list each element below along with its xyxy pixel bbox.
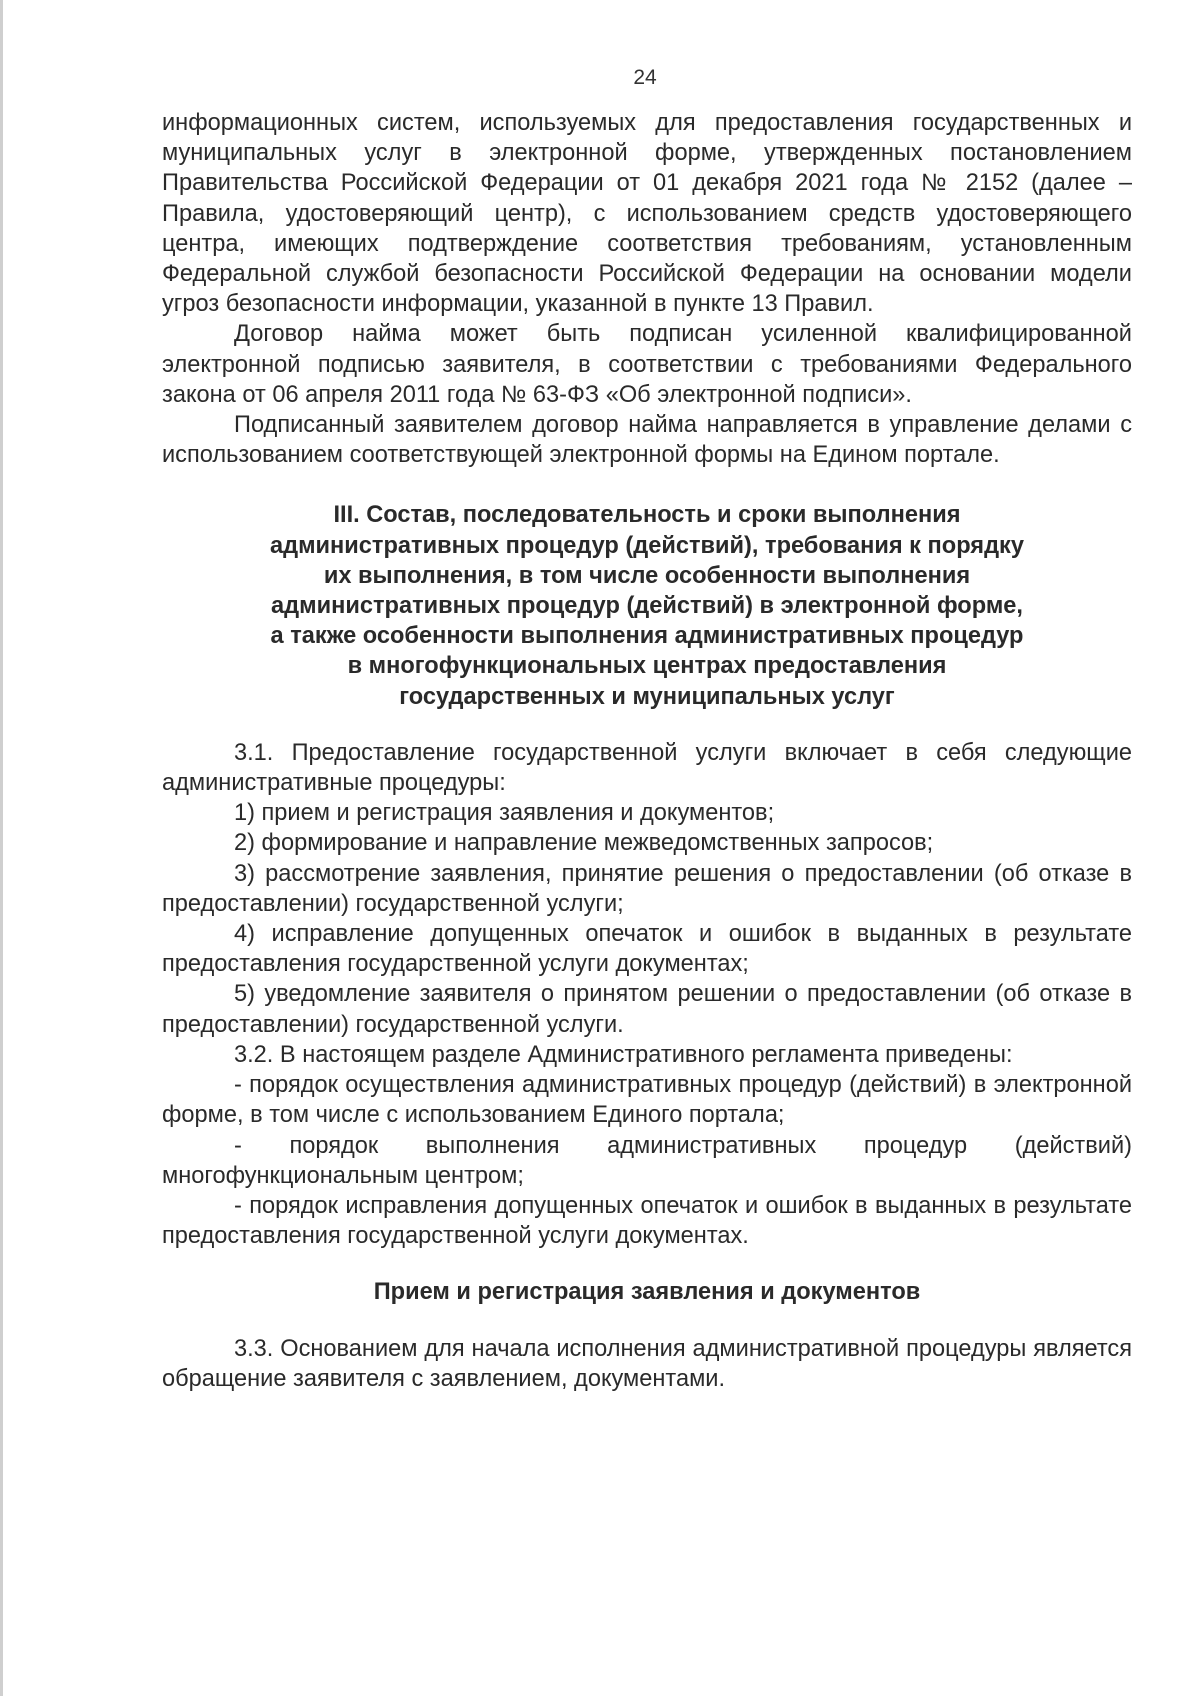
contract-signing-paragraph: Договор найма может быть подписан усиленной квалифицированной электронной подписью заявителя, в соответствии с требованиями Федерального закона от 06 апреля 2011 года № 63-ФЗ «Об электронной подписи». [162,321,1132,408]
procedure-item: 2) формирование и направление межведомственных запросов; [234,830,934,857]
section-3-heading [162,500,1132,711]
procedure-item: 1) прием и регистрация заявления и документов; [234,800,775,827]
order-item: - порядок осуществления административных процедур (действий) в электронной форме, в том числе с использованием Единого портала; [162,1072,1132,1129]
section-3-heading-line: в многофункциональных центрах предоставления [347,653,947,680]
procedure-item: 3) рассмотрение заявления, принятие решения о предоставлении (об отказе в предоставлении) государственной услуги; [162,860,1132,917]
spacer [162,712,1132,738]
order-item: - порядок исправления допущенных опечаток и ошибок в выданных в результате предоставления государственной услуги документах. [162,1192,1132,1250]
paragraph-3-3: 3.3. Основанием для начала исполнения административной процедуры является обращение заявителя с заявлением, документами. [162,1335,1132,1392]
contract-sending-paragraph: Подписанный заявителем договор найма направляется в управление делами с использованием соответствующей электронной формы на Едином портале. [162,412,1132,469]
order-item: - порядок выполнения административных процедур (действий) многофункциональным центром; [162,1132,1132,1189]
section-3-heading-line: административных процедур (действий), требования к порядку [270,532,1024,559]
page-left-edge [0,0,3,1696]
procedure-item: 5) уведомление заявителя о принятом решении о предоставлении (об отказе в предоставлении) государственной услуги. [162,981,1132,1038]
section-3-heading-line: III. Состав, последовательность и сроки выполнения [333,502,961,529]
paragraph-3-1: 3.1. Предоставление государственной услуги включает в себя следующие административные процедуры: [162,739,1132,797]
procedure-item: 4) исправление допущенных опечаток и ошибок в выданных в результате предоставления государственной услуги документах; [162,921,1132,978]
document-body [162,108,1132,1394]
page-number: 24 [633,66,657,89]
paragraph-3-2: 3.2. В настоящем разделе Административного регламента приведены: [234,1041,1013,1068]
section-3-heading-line: административных процедур (действий) в электронной форме, [271,593,1023,620]
section-3-heading-line: государственных и муниципальных услуг [399,683,895,710]
section-3-heading-line: а также особенности выполнения административных процедур [270,623,1024,650]
section-3-heading-line: их выполнения, в том числе особенности выполнения [323,562,971,589]
reception-heading: Прием и регистрация заявления и документов [373,1279,921,1306]
intro-continuation-paragraph: информационных систем, используемых для предоставления государственных и муниципальных услуг в электронной форме, утвержденных постановлением Правительства Российской Федерации от 01 декабря 2021 года № 2152 (далее – Правила, удостоверяющий центр), с использованием средств удостоверяющего центра, имеющих подтверждение соответствия требованиям, установленным Федеральной службой безопасности Российской Федерации на основании модели угроз безопасности информации, указанной в пункте 13 Правил. [162,110,1132,318]
